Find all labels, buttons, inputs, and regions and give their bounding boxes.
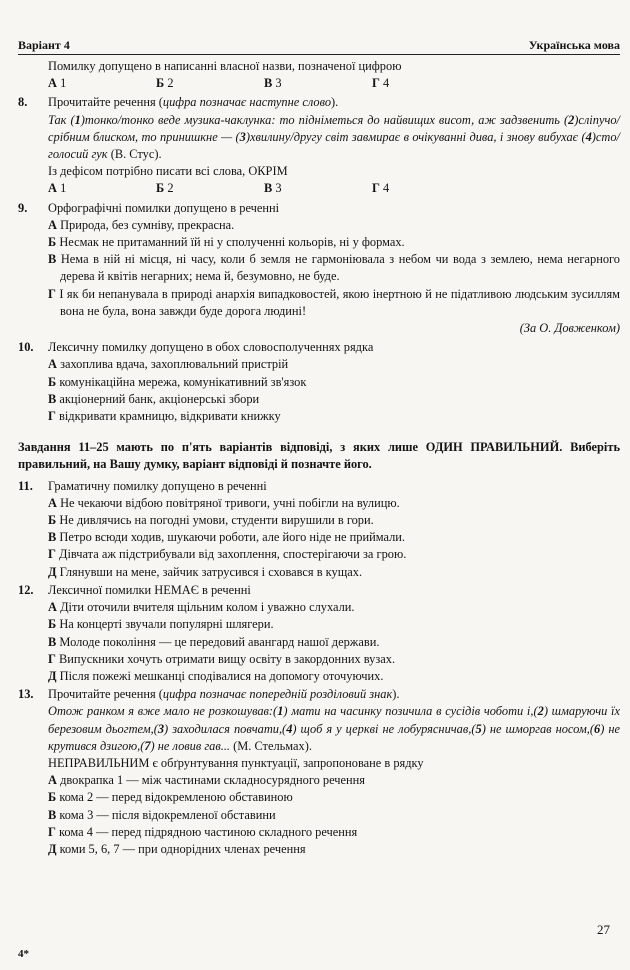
q11-number: 11. — [18, 478, 33, 493]
q9-prompt: Орфографічні помилки допущено в реченні — [48, 200, 280, 215]
q8-option-a[interactable]: А 1 — [48, 181, 67, 196]
subject-label: Українська мова — [528, 38, 620, 52]
question-7 — [18, 58, 620, 92]
q10-option-d[interactable]: Г відкривати крамницю, відкривати книжку — [48, 409, 281, 424]
task-instructions: Завдання 11–25 мають по п'ять варіантів відповіді, з яких лише ОДИН ПРАВИЛЬНИЙ. Виберіть правильний, на Вашу думку, варіант відповіді й позначте його. — [18, 440, 620, 472]
header-rule — [18, 54, 620, 55]
q10-option-c[interactable]: В акціонерний банк, акціонерські збори — [48, 391, 260, 406]
q10-option-b[interactable]: Б комунікаційна мережа, комунікативний зв'язок — [48, 374, 307, 389]
q9-number: 9. — [18, 200, 28, 215]
q7-option-c[interactable]: В 3 — [264, 76, 282, 91]
q7-line: Помилку допущено в написанні власної назви, позначеної цифрою — [48, 59, 402, 73]
page-header — [18, 38, 620, 54]
q8-option-d[interactable]: Г 4 — [372, 181, 390, 196]
q11-option-b[interactable]: Б Не дивлячись на погодні умови, студенти вирушили в гори. — [48, 513, 374, 528]
question-10 — [18, 339, 620, 425]
q13-text: Отож ранком я вже мало не розкошував:(1) мати на часинку позичила в сусідів чоботи і,(2) шмаруючи їх березовим дьогтем,(3) заходилася повчати,(4) щоб я у церкві не лобурясничав,(5) не шморгав носом,(6) не крутився дзигою,(7) не ловив гав... (М. Стельмах). — [48, 704, 620, 753]
q12-option-c[interactable]: В Молоде покоління — це передовий авангард нашої держави. — [48, 634, 380, 649]
signature-mark: 4* — [18, 948, 29, 960]
q13-option-c[interactable]: В кома 3 — після відокремленої обставини — [48, 807, 276, 822]
q11-option-c[interactable]: В Петро всюди ходив, шукаючи роботи, але його ніде не приймали. — [48, 530, 405, 545]
q8-text: Так (1)тонко/тонко веде музика-чаклунка: то підніметься до найвищих висот, аж задзвенить (2)сліпучо/срібним блиском, то принишкне — (3)хвилину/другу світ завмирає в очікуванні дива, і знову вибухає (4)сто/голосий гук (В. Стус). — [48, 112, 620, 162]
q12-option-b[interactable]: Б На концерті звучали популярні шлягери. — [48, 617, 274, 632]
q13-option-d[interactable]: Г кома 4 — перед підрядною частиною складного речення — [48, 824, 358, 839]
q8-option-c[interactable]: В 3 — [264, 181, 282, 196]
q8-options — [18, 180, 620, 197]
q13-option-b[interactable]: Б кома 2 — перед відокремленою обставиною — [48, 790, 293, 805]
q10-number: 10. — [18, 340, 34, 355]
page-content — [18, 58, 620, 858]
q9-source: (За О. Довженком) — [519, 321, 620, 336]
q12-option-d[interactable]: Г Випускники хочуть отримати вищу освіту в закордонних вузах. — [48, 651, 396, 666]
q10-option-a[interactable]: А захоплива вдача, захоплювальний пристрій — [48, 357, 289, 372]
question-13 — [18, 686, 620, 858]
q12-number: 12. — [18, 582, 34, 597]
q12-prompt: Лексичної помилки НЕМАЄ в реченні — [48, 582, 251, 597]
q8-line: Із дефісом потрібно писати всі слова, ОКРІМ — [48, 164, 288, 179]
question-9 — [18, 200, 620, 338]
q7-option-b[interactable]: Б 2 — [156, 76, 174, 91]
q7-options — [18, 75, 620, 92]
q11-prompt: Граматичну помилку допущено в реченні — [48, 478, 267, 493]
q13-option-a[interactable]: А двокрапка 1 — між частинами складносурядного речення — [48, 773, 365, 788]
q11-option-a[interactable]: А Не чекаючи відбою повітряної тривоги, учні побігли на вулицю. — [48, 495, 400, 510]
q10-prompt: Лексичну помилку допущено в обох словосполученнях рядка — [48, 340, 374, 355]
q12-option-e[interactable]: Д Після пожежі мешканці сподівалися на допомогу оточуючих. — [48, 668, 384, 683]
q12-option-a[interactable]: А Діти оточили вчителя щільним колом і уважно слухали. — [48, 600, 355, 615]
q11-option-d[interactable]: Г Дівчата аж підстрибували від захоплення, спостерігаючи за грою. — [48, 547, 407, 562]
q13-prompt: Прочитайте речення (цифра позначає попередній розділовий знак). — [48, 687, 400, 702]
q8-number: 8. — [18, 95, 28, 110]
q13-number: 13. — [18, 687, 34, 702]
q9-option-d[interactable]: Г І як би непанувала в природі анархія випадковостей, якою інертною й не підатливою людським зусиллям вона не була, вона завжди буде дорога людині! — [48, 286, 620, 318]
q8-option-b[interactable]: Б 2 — [156, 181, 174, 196]
q9-option-a[interactable]: А Природа, без сумніву, прекрасна. — [48, 217, 235, 232]
q11-option-e[interactable]: Д Глянувши на мене, зайчик затрусився і сховався в кущах. — [48, 564, 363, 579]
page-number: 27 — [597, 922, 610, 937]
question-12 — [18, 582, 620, 685]
question-11 — [18, 478, 620, 581]
q13-option-e[interactable]: Д коми 5, 6, 7 — при однорідних членах речення — [48, 841, 306, 856]
q8-prompt: Прочитайте речення (цифра позначає наступне слово). — [48, 95, 339, 110]
variant-label: Варіант 4 — [18, 38, 70, 52]
q7-option-d[interactable]: Г 4 — [372, 76, 390, 91]
q9-option-c[interactable]: В Нема в ній ні місця, ні часу, коли б земля не гармоніювала з небом чи вода з землею, нема негарного дерева й квітів негарних; нема й, безумовно, не буде. — [48, 252, 621, 284]
q7-option-a[interactable]: А 1 — [48, 76, 67, 91]
question-8 — [18, 94, 620, 180]
q13-line: НЕПРАВИЛЬНИМ є обґрунтування пунктуації, запропоноване в рядку — [48, 755, 424, 770]
q9-option-b[interactable]: Б Несмак не притаманний їй ні у сполученні кольорів, ні у формах. — [48, 235, 405, 250]
